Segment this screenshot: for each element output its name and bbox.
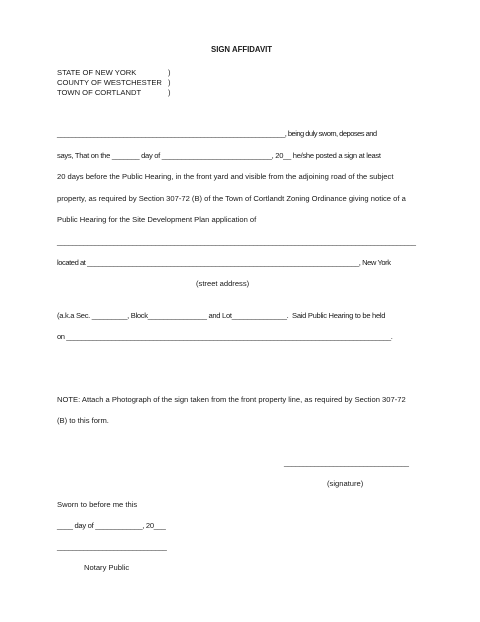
venue-state: STATE OF NEW YORK <box>57 68 137 77</box>
body-text-line: property, as required by Section 307-72 (B) of the Town of Cortlandt Zoning Ordinance giving notice of a <box>57 194 406 203</box>
notary-public-label: Notary Public <box>84 563 130 572</box>
venue-town: TOWN OF CORTLANDT <box>57 88 142 97</box>
venue-county: COUNTY OF WESTCHESTER <box>57 78 162 87</box>
sworn-text: Sworn to before me this <box>57 500 138 509</box>
venue-bracket: ) <box>168 88 171 97</box>
posting-date-line: says, That on the _______ day of ____________________________, 20__ he/she posted a sign at least <box>57 151 381 160</box>
applicant-blank-line: _______________________________________________________________________________________________ <box>57 237 416 246</box>
deponent-name-line: ______________________________________________________________, being duly sworn, deposes and <box>57 129 377 138</box>
body-text-line: 20 days before the Public Hearing, in the front yard and visible from the adjoining road of the subject <box>57 172 394 181</box>
sworn-date-line: ____ day of ____________, 20___ <box>57 521 166 530</box>
sec-block-lot-line: (a.k.a Sec. _________, Block_______________ and Lot______________. Said Public Hearing to be held <box>57 311 386 320</box>
body-text-line: Public Hearing for the Site Development Plan application of <box>57 215 257 224</box>
notary-signature-line: _____________________________ <box>57 542 167 551</box>
hearing-date-line: on ______________________________________________________________________________________. <box>57 332 393 341</box>
venue-bracket: ) <box>168 68 171 77</box>
signature-line: _________________________________ <box>284 458 409 467</box>
note-text: (B) to this form. <box>57 416 109 425</box>
document-title: SIGN AFFIDAVIT <box>211 45 273 54</box>
venue-bracket: ) <box>168 78 171 87</box>
note-text: NOTE: Attach a Photograph of the sign taken from the front property line, as required by Section 307-72 <box>57 395 406 404</box>
signature-label: (signature) <box>327 479 364 488</box>
street-address-label: (street address) <box>196 279 250 288</box>
location-line: located at ________________________________________________________________________, New York <box>57 258 391 267</box>
